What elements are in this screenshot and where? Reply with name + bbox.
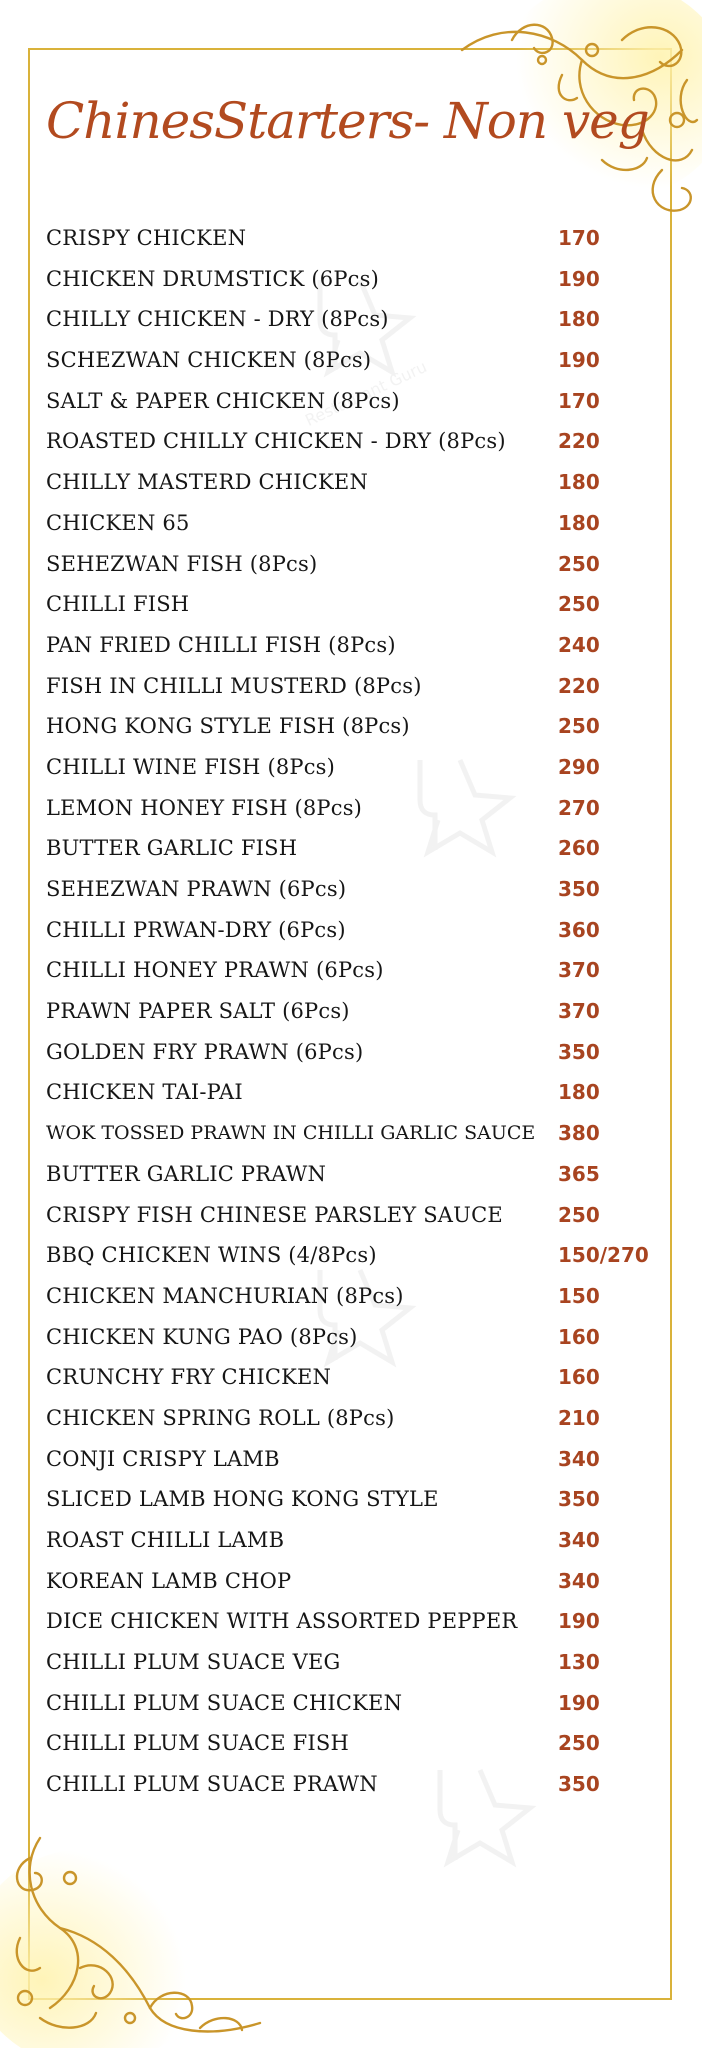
menu-item [46,1520,646,1561]
menu-item [46,1479,646,1520]
menu-item-price: 260 [558,836,600,861]
menu-item [46,584,646,625]
menu-item-price: 250 [558,1731,600,1756]
menu-item [46,1683,646,1724]
menu-item-name: CHILLI WINE FISH (8Pcs) [46,754,336,779]
menu-item-name: CONJI CRISPY LAMB [46,1446,280,1471]
menu-item-price: 180 [558,307,600,332]
menu-item [46,1195,646,1236]
menu-item-name: CHICKEN DRUMSTICK (6Pcs) [46,266,379,291]
menu-item-name: SEHEZWAN PRAWN (6Pcs) [46,877,347,901]
menu-item [46,666,646,707]
menu-item-name: FISH IN CHILLI MUSTERD (8Pcs) [46,673,422,698]
menu-item-name: CHICKEN SPRING ROLL (8Pcs) [46,1405,395,1430]
menu-item [46,1601,646,1642]
menu-item-name: CHILLI PLUM SUACE CHICKEN [46,1690,403,1715]
menu-item [46,747,646,788]
menu-item-name: CRUNCHY FRY CHICKEN [46,1365,332,1390]
menu-item-price: 130 [558,1650,600,1675]
menu-item-price: 210 [558,1405,600,1430]
menu-item [46,218,646,259]
menu-item-name: CHILLI PLUM SUACE FISH [46,1731,349,1756]
menu-item-price: 160 [558,1324,600,1349]
menu-item-name: BUTTER GARLIC FISH [46,836,298,861]
menu-item-price: 190 [558,266,600,291]
menu-item-price: 340 [558,1446,600,1471]
menu-item-name: SCHEZWAN CHICKEN (8Pcs) [46,348,372,373]
menu-item [46,1357,646,1398]
menu-item-price: 380 [558,1121,600,1146]
menu-item-price: 180 [558,1080,600,1105]
watermark-text: Restaurant Guru [302,357,430,430]
menu-item [46,991,646,1032]
menu-item-price: 150 [558,1283,600,1308]
menu-item-name: CHILLI FISH [46,592,190,617]
menu-item-name: SEHEZWAN FISH (8Pcs) [46,551,318,576]
menu-section-title: ChinesStarters- Non veg [46,92,649,150]
menu-item-price: 250 [558,714,600,739]
menu-item-price: 160 [558,1365,600,1390]
menu-item [46,299,646,340]
menu-item-price: 190 [558,348,600,373]
menu-item-price: 370 [558,999,600,1024]
menu-item-name: CRISPY CHICKEN [46,226,247,250]
menu-item-price: 350 [558,1039,600,1064]
menu-item-price: 220 [558,429,600,454]
menu-item-name: CHILLI PLUM SUACE PRAWN [46,1772,378,1797]
menu-item-price: 170 [558,388,600,413]
menu-item [46,828,646,869]
menu-item [46,1072,646,1113]
menu-item-price: 350 [558,1772,600,1797]
menu-item-name: SLICED LAMB HONG KONG STYLE [46,1487,439,1512]
menu-item [46,462,646,503]
menu-item [46,1113,646,1154]
menu-item [46,950,646,991]
menu-item-name: CHILLY CHICKEN - DRY (8Pcs) [46,307,389,332]
menu-item-name: CRISPY FISH CHINESE PARSLEY SAUCE [46,1202,503,1227]
menu-item-name: HONG KONG STYLE FISH (8Pcs) [46,714,410,739]
ornament-bottom-left [0,1818,290,2048]
menu-item-price: 190 [558,1690,600,1715]
menu-item [46,1723,646,1764]
menu-item-price: 240 [558,632,600,657]
menu-item-name: BUTTER GARLIC PRAWN [46,1161,327,1186]
menu-item [46,340,646,381]
menu-item [46,706,646,747]
menu-item-name: CHILLI PRWAN-DRY (6Pcs) [46,917,346,942]
menu-item-price: 180 [558,470,600,495]
menu-item-price: 250 [558,551,600,576]
menu-item-price: 365 [558,1161,600,1186]
menu-item-price: 150/270 [558,1243,649,1268]
menu-item-price: 270 [558,795,600,820]
menu-item [46,1561,646,1602]
menu-item [46,1764,646,1805]
menu-item-name: CHICKEN 65 [46,510,190,535]
menu-item-name: PRAWN PAPER SALT (6Pcs) [46,999,350,1024]
menu-item [46,1154,646,1195]
menu-item-name: PAN FRIED CHILLI FISH (8Pcs) [46,632,396,657]
menu-item [46,625,646,666]
menu-item-name: LEMON HONEY FISH (8Pcs) [46,795,363,820]
menu-item-name: KOREAN LAMB CHOP [46,1568,292,1593]
menu-item [46,259,646,300]
menu-item-price: 340 [558,1568,600,1593]
menu-item-name: SALT & PAPER CHICKEN (8Pcs) [46,388,400,413]
menu-item [46,1032,646,1073]
menu-item-list [46,218,649,1805]
menu-item-name: BBQ CHICKEN WINS (4/8Pcs) [46,1243,377,1268]
menu-item-price: 340 [558,1528,600,1552]
menu-item-name: ROAST CHILLI LAMB [46,1528,285,1552]
menu-item-price: 190 [558,1609,600,1634]
menu-item [46,1398,646,1439]
menu-item-name: ROASTED CHILLY CHICKEN - DRY (8Pcs) [46,429,506,454]
menu-item [46,544,646,585]
menu-item [46,1642,646,1683]
menu-item-name: WOK TOSSED PRAWN IN CHILLI GARLIC SAUCE [46,1122,536,1145]
menu-item-name: CHILLY MASTERD CHICKEN [46,470,369,495]
menu-item [46,1235,649,1276]
menu-item-name: GOLDEN FRY PRAWN (6Pcs) [46,1039,364,1064]
menu-item-price: 170 [558,226,600,250]
menu-item-name: CHICKEN KUNG PAO (8Pcs) [46,1324,358,1349]
menu-item [46,503,646,544]
menu-item-name: CHILLI PLUM SUACE VEG [46,1650,341,1675]
menu-item [46,381,646,422]
menu-item [46,1317,646,1358]
menu-item [46,869,646,910]
menu-item-name: CHILLI HONEY PRAWN (6Pcs) [46,958,384,983]
menu-item-price: 180 [558,510,600,535]
menu-item-price: 250 [558,592,600,617]
menu-item-price: 360 [558,917,600,942]
menu-item [46,910,646,951]
menu-item-price: 350 [558,1487,600,1512]
menu-item-name: DICE CHICKEN WITH ASSORTED PEPPER [46,1609,518,1634]
menu-item-price: 220 [558,673,600,698]
menu-item-price: 250 [558,1202,600,1227]
menu-item [46,421,646,462]
menu-item-name: CHICKEN TAI-PAI [46,1080,243,1105]
menu-item [46,788,646,829]
menu-item-price: 370 [558,958,600,983]
menu-item-name: CHICKEN MANCHURIAN (8Pcs) [46,1283,404,1308]
menu-item-price: 350 [558,877,600,901]
menu-item [46,1439,646,1480]
menu-item-price: 290 [558,754,600,779]
menu-item [46,1276,646,1317]
